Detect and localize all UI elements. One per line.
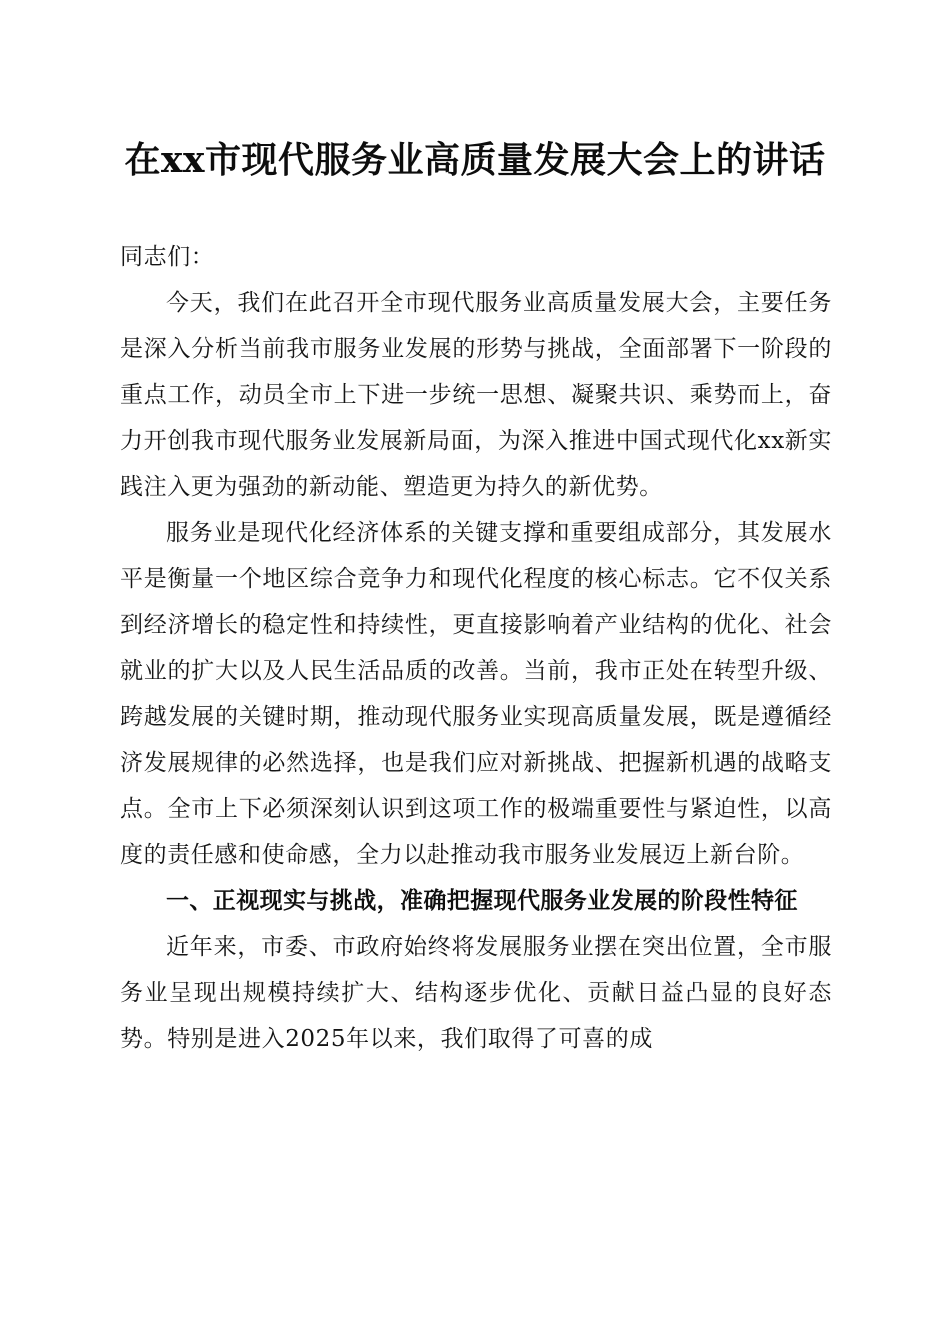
paragraph-significance: 服务业是现代化经济体系的关键支撑和重要组成部分，其发展水平是衡量一个地区综合竞争力和现代化程度的核心标志。它不仅关系到经济增长的稳定性和持续性，更直接影响着产业结构的优化、社会就业的扩大以及人民生活品质的改善。当前，我市正处在转型升级、跨越发展的关键时期，推动现代服务业实现高质量发展，既是遵循经济发展规律的必然选择，也是我们应对新挑战、把握新机遇的战略支点。全市上下必须深刻认识到这项工作的极端重要性与紧迫性，以高度的责任感和使命感，全力以赴推动我市服务业发展迈上新台阶。 (120, 520, 832, 868)
document-body (120, 234, 832, 1062)
document-title: 在xx市现代服务业高质量发展大会上的讲话 (124, 139, 826, 181)
paragraph-intro: 今天，我们在此召开全市现代服务业高质量发展大会，主要任务是深入分析当前我市服务业发展的形势与挑战，全面部署下一阶段的重点工作，动员全市上下进一步统一思想、凝聚共识、乘势而上，奋力开创我市现代服务业发展新局面，为深入推进中国式现代化xx新实践注入更为强劲的新动能、塑造更为持久的新优势。 (120, 290, 832, 500)
section-heading-1: 一、正视现实与挑战，准确把握现代服务业发展的阶段性特征 (166, 888, 798, 914)
salutation: 同志们： (120, 244, 215, 270)
paragraph-section-1: 近年来，市委、市政府始终将发展服务业摆在突出位置，全市服务业呈现出规模持续扩大、结构逐步优化、贡献日益凸显的良好态势。特别是进入2025年以来，我们取得了可喜的成 (120, 934, 832, 1052)
